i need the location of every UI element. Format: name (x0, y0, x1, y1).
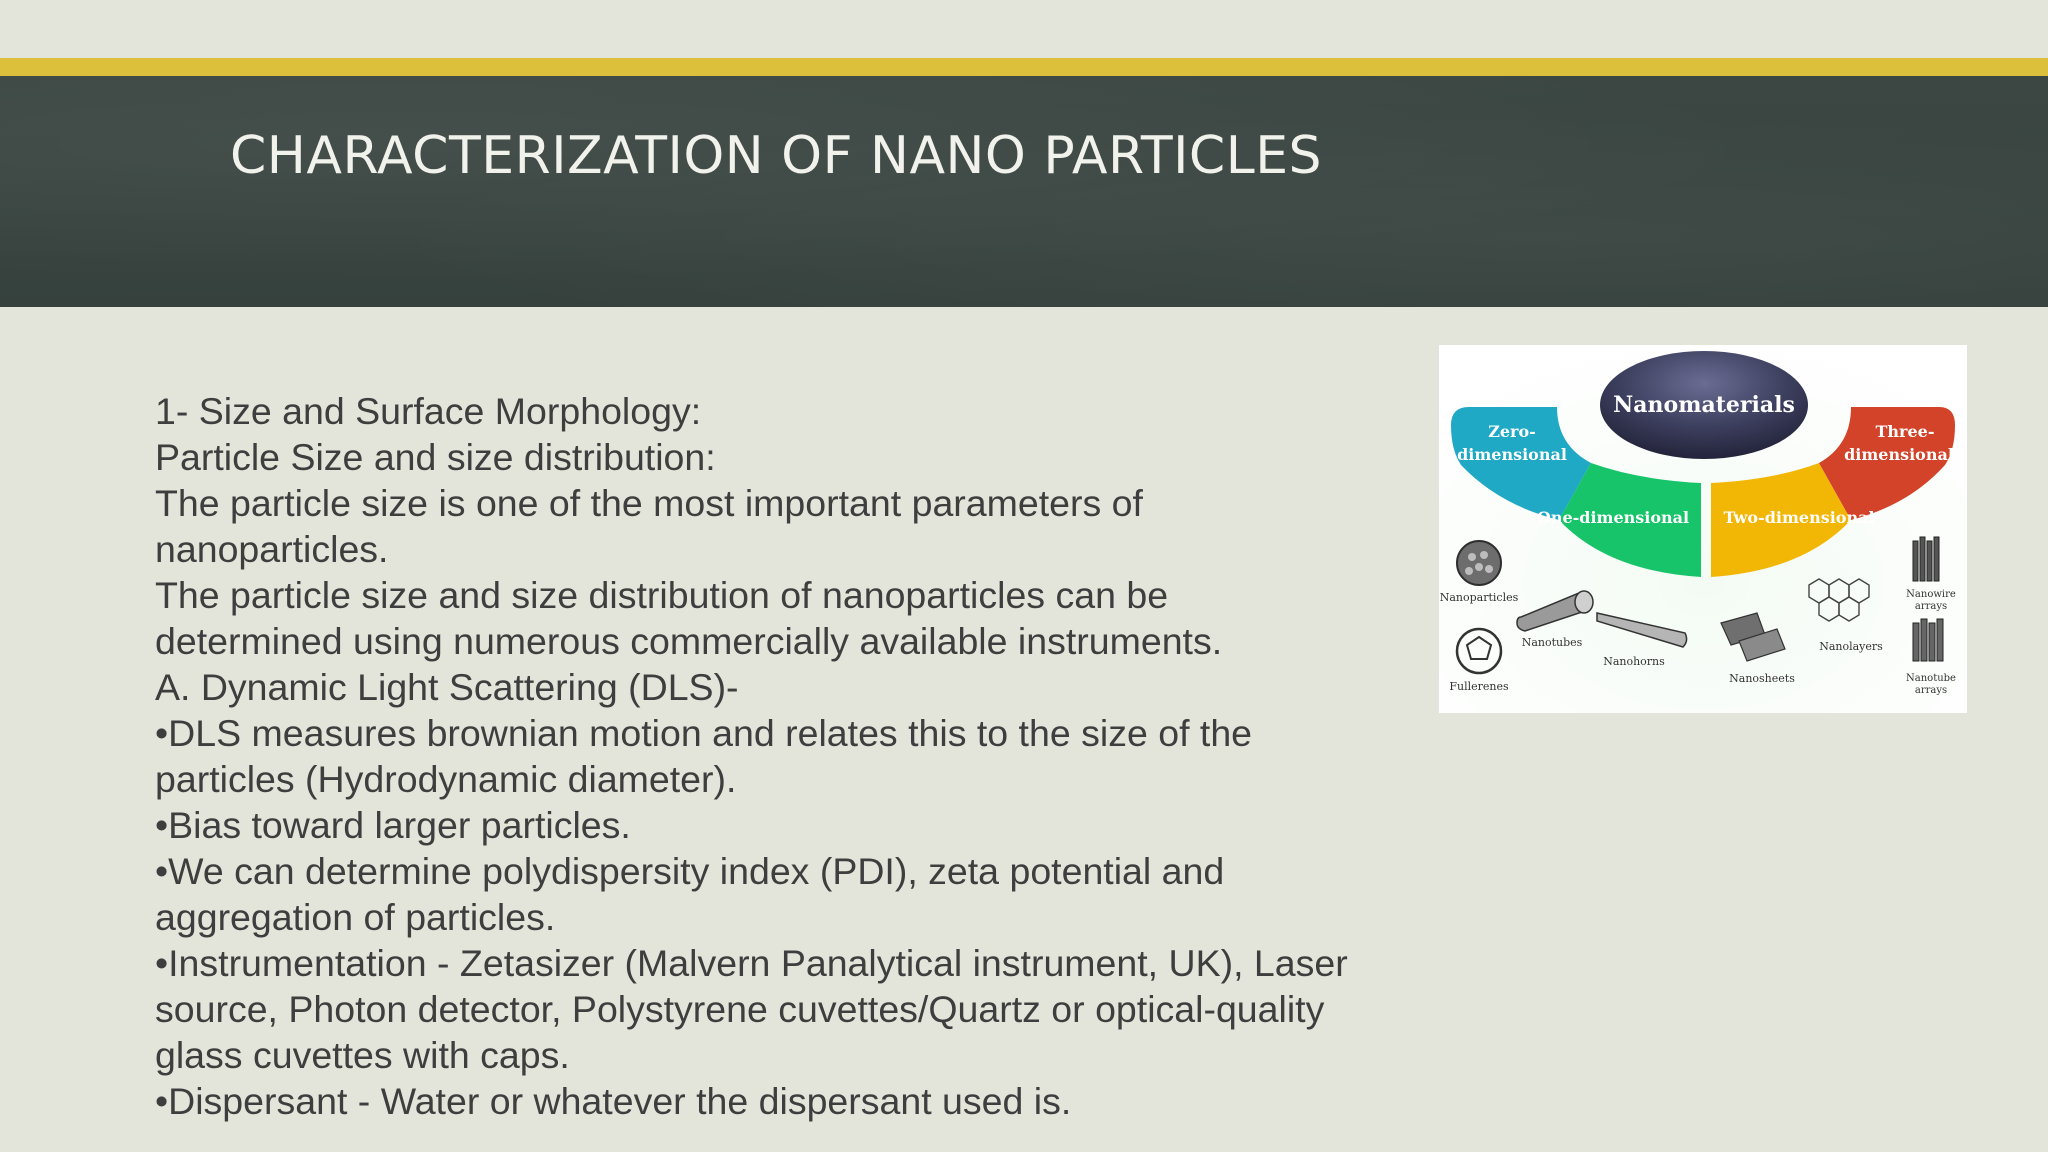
body-line: •Dispersant - Water or whatever the dispersant used is. (155, 1080, 1072, 1122)
body-line: determined using numerous commercially available instruments. (155, 620, 1223, 662)
body-line: glass cuvettes with caps. (155, 1034, 570, 1076)
body-line: A. Dynamic Light Scattering (DLS)- (155, 666, 739, 708)
body-line: nanoparticles. (155, 528, 389, 570)
nanoparticles-label: Nanoparticles (1439, 591, 1519, 604)
body-line: The particle size and size distribution of nanoparticles can be (155, 574, 1169, 616)
nanowire-label-2: arrays (1914, 601, 1948, 612)
nanotubes-label: Nanotubes (1521, 636, 1583, 649)
one-dim-label: One-dimensional (1536, 508, 1690, 527)
body-line: aggregation of particles. (155, 896, 556, 938)
body-line: 1- Size and Surface Morphology: (155, 390, 702, 432)
nanotube-arrays-label-1: Nanotube (1906, 673, 1956, 684)
body-line: The particle size is one of the most important parameters of (155, 482, 1143, 524)
nanomaterials-figure (1439, 345, 1967, 713)
zero-dim-label-1: Zero- (1488, 422, 1536, 441)
body-line: •DLS measures brownian motion and relates this to the size of the (155, 712, 1253, 754)
three-dim-label-1: Three- (1875, 422, 1935, 441)
nanolayers-label: Nanolayers (1819, 640, 1883, 653)
nanosheets-label: Nanosheets (1729, 672, 1795, 685)
slide-body (155, 388, 1395, 1124)
slide-header (0, 76, 2048, 307)
nanomaterials-diagram (1439, 345, 1967, 713)
nanohorns-label: Nanohorns (1603, 655, 1665, 668)
body-line: source, Photon detector, Polystyrene cuvettes/Quartz or optical-quality (155, 988, 1325, 1030)
nanowire-label-1: Nanowire (1906, 589, 1956, 600)
body-line: Particle Size and size distribution: (155, 436, 716, 478)
body-line: •Instrumentation - Zetasizer (Malvern Panalytical instrument, UK), Laser (155, 942, 1348, 984)
accent-bar (0, 58, 2048, 76)
slide-title: CHARACTERIZATION OF NANO PARTICLES (230, 126, 1323, 186)
body-line: particles (Hydrodynamic diameter). (155, 758, 737, 800)
two-dim-label: Two-dimensional (1723, 508, 1875, 527)
body-line: •We can determine polydispersity index (PDI), zeta potential and (155, 850, 1225, 892)
center-label: Nanomaterials (1613, 392, 1795, 418)
nanotube-arrays-label-2: arrays (1914, 685, 1948, 696)
zero-dim-label-2: dimensional (1457, 445, 1567, 464)
body-line: •Bias toward larger particles. (155, 804, 631, 846)
fullerenes-label: Fullerenes (1449, 680, 1509, 693)
three-dim-label-2: dimensional (1844, 445, 1954, 464)
